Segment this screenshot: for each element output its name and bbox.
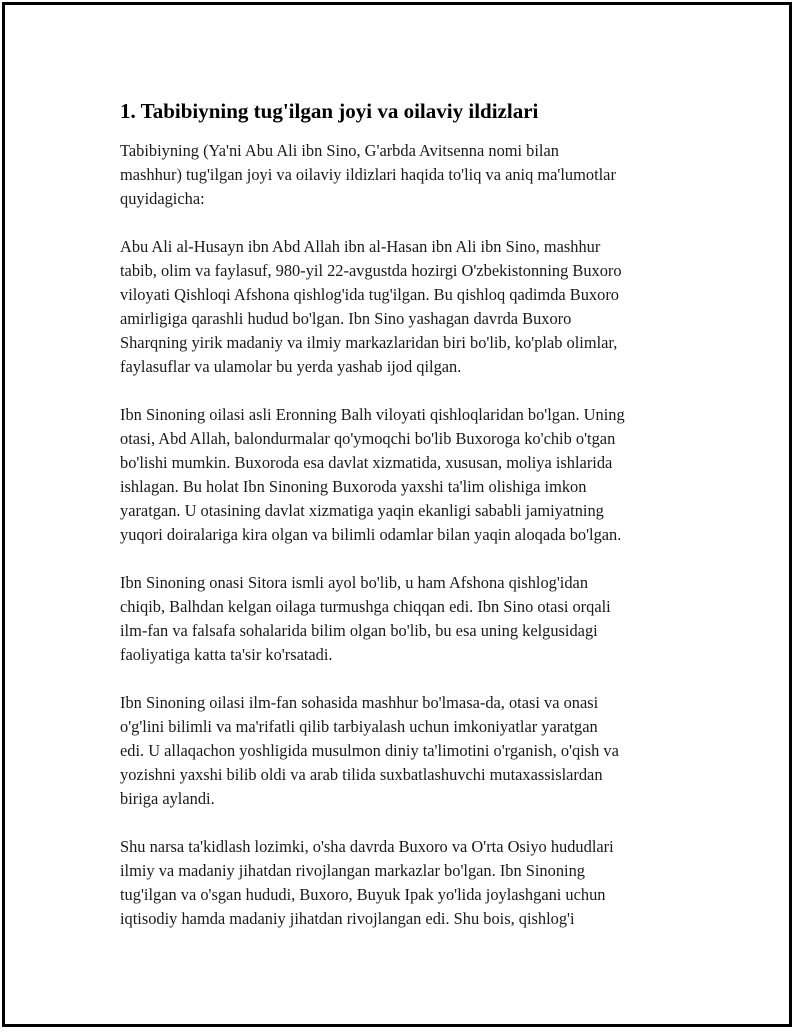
paragraph: [120, 403, 710, 547]
paragraph-list: [120, 139, 710, 931]
paragraph: [120, 235, 710, 379]
paragraph-line: yaratgan. U otasining davlat xizmatiga yaqin ekanligi sababli jamiyatning: [120, 501, 604, 520]
paragraph-line: ishlagan. Bu holat Ibn Sinoning Buxoroda yaxshi ta'lim olishiga imkon: [120, 477, 587, 496]
paragraph-line: Ibn Sinoning onasi Sitora ismli ayol bo'lib, u ham Afshona qishlog'idan: [120, 573, 589, 592]
paragraph-line: Abu Ali al-Husayn ibn Abd Allah ibn al-Hasan ibn Ali ibn Sino, mashhur: [120, 237, 601, 256]
paragraph-line: yozishni yaxshi bilib oldi va arab tilida suxbatlashuvchi mutaxassislardan: [120, 765, 603, 784]
document-page: [2, 2, 792, 1027]
paragraph-line: Sharqning yirik madaniy va ilmiy markazlaridan biri bo'lib, ko'plab olimlar,: [120, 333, 618, 352]
paragraph-line: quyidagicha:: [120, 189, 205, 208]
paragraph-line: Ibn Sinoning oilasi asli Eronning Balh viloyati qishloqlaridan bo'lgan. Uning: [120, 405, 625, 424]
paragraph-line: tabib, olim va faylasuf, 980-yil 22-avgustda hozirgi O'zbekistonning Buxoro: [120, 261, 622, 280]
paragraph-line: ilm-fan va falsafa sohalarida bilim olgan bo'lib, bu esa uning kelgusidagi: [120, 621, 598, 640]
paragraph: [120, 691, 710, 811]
paragraph: [120, 139, 710, 211]
paragraph-line: iqtisodiy hamda madaniy jihatdan rivojlangan edi. Shu bois, qishlog'i: [120, 909, 575, 928]
paragraph-line: Shu narsa ta'kidlash lozimki, o'sha davrda Buxoro va O'rta Osiyo hududlari: [120, 837, 614, 856]
paragraph: [120, 571, 710, 667]
paragraph-line: edi. U allaqachon yoshligida musulmon diniy ta'limotini o'rganish, o'qish va: [120, 741, 619, 760]
paragraph-line: faoliyatiga katta ta'sir ko'rsatadi.: [120, 645, 333, 664]
paragraph-line: Tabibiyning (Ya'ni Abu Ali ibn Sino, G'arbda Avitsenna nomi bilan: [120, 141, 559, 160]
paragraph-line: bo'lishi mumkin. Buxoroda esa davlat xizmatida, xususan, moliya ishlarida: [120, 453, 613, 472]
paragraph-line: otasi, Abd Allah, balondurmalar qo'ymoqchi bo'lib Buxoroga ko'chib o'tgan: [120, 429, 616, 448]
paragraph-line: faylasuflar va ulamolar bu yerda yashab ijod qilgan.: [120, 357, 462, 376]
paragraph-line: o'g'lini bilimli va ma'rifatli qilib tarbiyalash uchun imkoniyatlar yaratgan: [120, 717, 598, 736]
document-body: [120, 97, 710, 955]
paragraph-line: mashhur) tug'ilgan joyi va oilaviy ildizlari haqida to'liq va aniq ma'lumotlar: [120, 165, 616, 184]
paragraph-line: yuqori doiralariga kira olgan va bilimli odamlar bilan yaqin aloqada bo'lgan.: [120, 525, 622, 544]
paragraph-line: chiqib, Balhdan kelgan oilaga turmushga chiqqan edi. Ibn Sino otasi orqali: [120, 597, 611, 616]
paragraph-line: viloyati Qishloqi Afshona qishlog'ida tug'ilgan. Bu qishloq qadimda Buxoro: [120, 285, 619, 304]
paragraph-line: Ibn Sinoning oilasi ilm-fan sohasida mashhur bo'lmasa-da, otasi va onasi: [120, 693, 599, 712]
paragraph-line: tug'ilgan va o'sgan hududi, Buxoro, Buyuk Ipak yo'lida joylashgani uchun: [120, 885, 606, 904]
paragraph-line: biriga aylandi.: [120, 789, 215, 808]
section-heading: 1. Tabibiyning tug'ilgan joyi va oilaviy ildizlari: [120, 99, 539, 123]
paragraph-line: ilmiy va madaniy jihatdan rivojlangan markazlar bo'lgan. Ibn Sinoning: [120, 861, 585, 880]
paragraph: [120, 835, 710, 931]
paragraph-line: amirligiga qarashli hudud bo'lgan. Ibn Sino yashagan davrda Buxoro: [120, 309, 572, 328]
